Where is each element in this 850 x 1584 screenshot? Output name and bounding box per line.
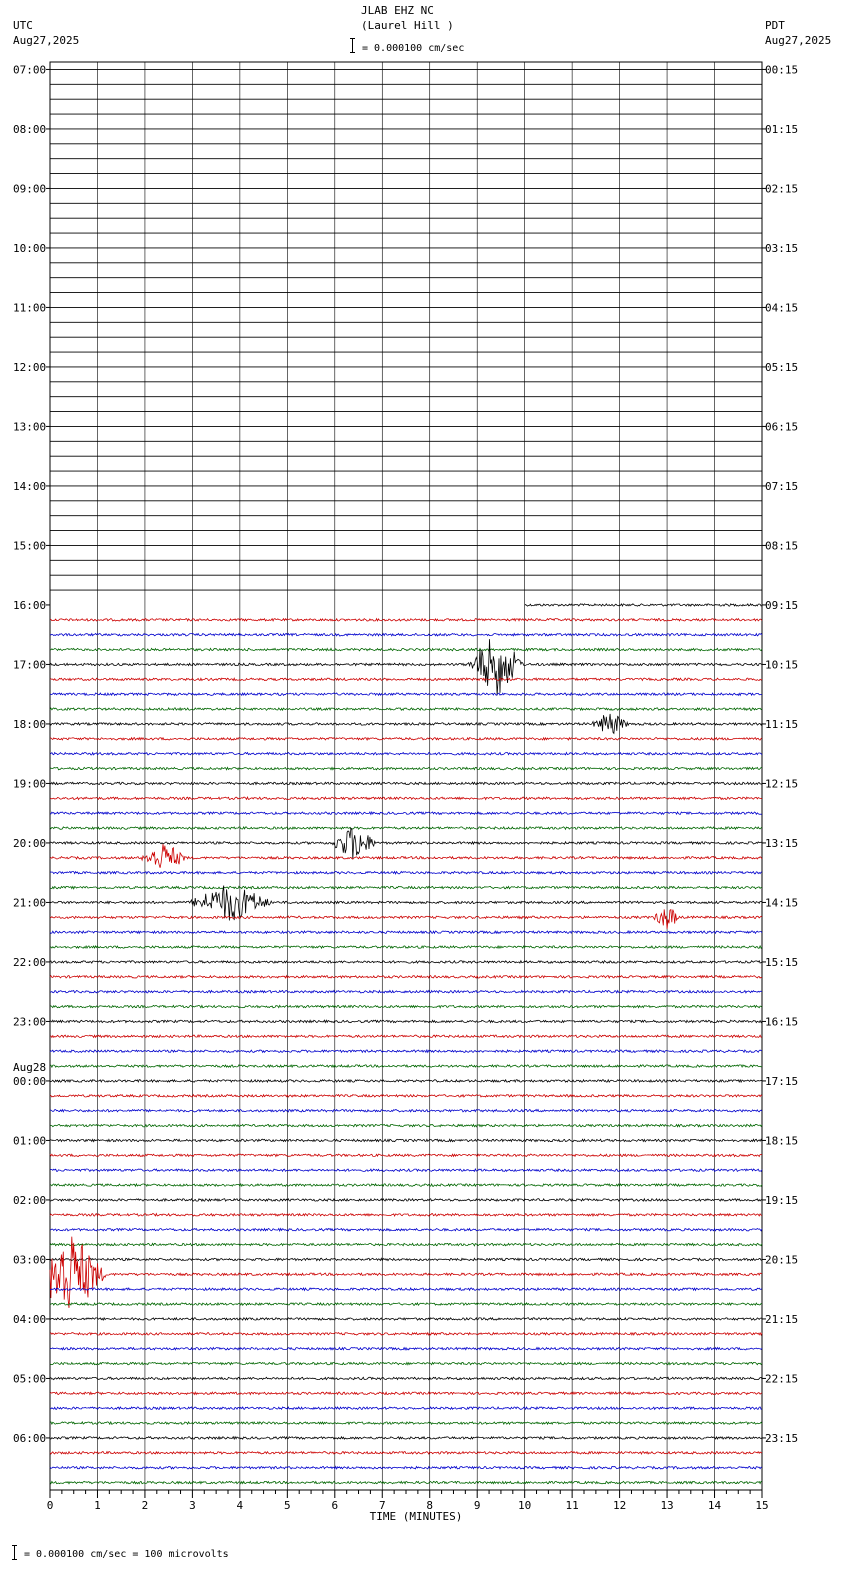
- x-tick-label: 10: [518, 1499, 532, 1512]
- utc-hour-label: 14:00: [13, 479, 47, 493]
- seismic-trace: [50, 946, 762, 948]
- utc-hour-label: 17:00: [13, 658, 47, 672]
- utc-hour-label: 00:00: [13, 1074, 47, 1088]
- utc-hour-label: 18:00: [13, 717, 47, 731]
- seismic-trace: [50, 1169, 762, 1171]
- seismic-trace: [50, 961, 762, 963]
- seismic-trace: [50, 976, 762, 978]
- utc-hour-label: 15:00: [13, 539, 47, 553]
- seismic-trace: [50, 1377, 762, 1379]
- utc-hour-label: 19:00: [13, 777, 47, 791]
- seismic-trace: [50, 1348, 762, 1350]
- pdt-hour-label: 12:15: [765, 777, 799, 791]
- seismic-trace: [50, 738, 762, 740]
- seismic-trace: [50, 648, 762, 650]
- seismic-trace: [50, 991, 762, 993]
- pdt-hour-label: 11:15: [765, 717, 799, 731]
- station-location: (Laurel Hill ): [361, 19, 454, 32]
- utc-hour-label: 09:00: [13, 182, 47, 196]
- seismic-trace: [50, 1199, 762, 1201]
- x-tick-label: 7: [378, 1499, 386, 1512]
- seismic-trace: [50, 753, 762, 755]
- date-change-label: Aug28: [13, 1060, 47, 1074]
- x-tick-label: 9: [473, 1499, 481, 1512]
- seismic-trace: [50, 886, 762, 888]
- seismic-trace: [50, 1095, 762, 1097]
- pdt-hour-label: 22:15: [765, 1372, 799, 1386]
- seismic-trace: [50, 1020, 762, 1022]
- footer-scale-bar-icon: [12, 1545, 17, 1560]
- seismic-trace: [50, 1437, 762, 1439]
- pdt-hour-label: 02:15: [765, 182, 799, 196]
- seismic-trace: [50, 693, 762, 695]
- seismic-trace: [50, 708, 762, 710]
- pdt-hour-label: 01:15: [765, 122, 799, 136]
- pdt-hour-label: 15:15: [765, 955, 799, 969]
- seismic-trace: [50, 1452, 762, 1454]
- x-tick-label: 14: [707, 1499, 722, 1512]
- seismic-trace: [50, 767, 762, 769]
- seismic-trace: [50, 797, 762, 799]
- seismic-trace: [50, 1481, 762, 1483]
- pdt-hour-label: 09:15: [765, 598, 799, 612]
- utc-hour-label: 04:00: [13, 1312, 47, 1326]
- pdt-hour-label: 13:15: [765, 836, 799, 850]
- pdt-hour-label: 05:15: [765, 360, 799, 374]
- seismic-trace: [50, 639, 762, 695]
- seismic-trace: [50, 812, 762, 814]
- x-tick-label: 2: [141, 1499, 149, 1512]
- seismic-trace: [50, 1080, 762, 1082]
- utc-hour-label: 01:00: [13, 1134, 47, 1148]
- seismic-trace: [50, 634, 762, 636]
- seismic-trace: [50, 1184, 762, 1186]
- seismic-trace: [50, 1243, 762, 1245]
- utc-hour-label: 16:00: [13, 598, 47, 612]
- scale-label: = 0.000100 cm/sec: [362, 43, 465, 54]
- seismic-trace: [50, 1229, 762, 1231]
- seismic-trace: [50, 931, 762, 933]
- seismic-trace: [50, 1154, 762, 1156]
- seismic-trace: [50, 1407, 762, 1409]
- utc-hour-label: 10:00: [13, 241, 47, 255]
- seismic-trace: [50, 909, 762, 928]
- pdt-hour-label: 04:15: [765, 301, 799, 315]
- left-timezone: UTC: [13, 19, 33, 32]
- seismic-trace: [50, 1303, 762, 1305]
- seismic-trace: [50, 619, 762, 621]
- seismic-trace: [50, 828, 762, 859]
- pdt-hour-label: 07:15: [765, 479, 799, 493]
- pdt-hour-label: 18:15: [765, 1134, 799, 1148]
- seismic-trace: [50, 1050, 762, 1052]
- utc-hour-label: 11:00: [13, 301, 47, 315]
- seismic-trace: [50, 1422, 762, 1424]
- utc-hour-label: 06:00: [13, 1431, 47, 1445]
- pdt-hour-label: 08:15: [765, 539, 799, 553]
- seismic-trace: [50, 782, 762, 784]
- plot-frame: [50, 62, 762, 1490]
- utc-hour-label: 21:00: [13, 896, 47, 910]
- seismic-trace: [50, 1362, 762, 1364]
- pdt-hour-label: 20:15: [765, 1253, 799, 1267]
- pdt-hour-label: 17:15: [765, 1074, 799, 1088]
- x-tick-label: 5: [284, 1499, 291, 1512]
- pdt-hour-label: 16:15: [765, 1015, 799, 1029]
- seismic-trace: [50, 678, 762, 680]
- pdt-hour-label: 10:15: [765, 658, 799, 672]
- utc-hour-label: 05:00: [13, 1372, 47, 1386]
- seismic-trace: [50, 1035, 762, 1037]
- x-tick-label: 4: [236, 1499, 244, 1512]
- right-date: Aug27,2025: [765, 34, 832, 47]
- utc-hour-label: 23:00: [13, 1015, 47, 1029]
- utc-hour-label: 07:00: [13, 63, 47, 77]
- utc-hour-label: 02:00: [13, 1193, 47, 1207]
- pdt-hour-label: 19:15: [765, 1193, 799, 1207]
- x-tick-label: 12: [612, 1499, 627, 1512]
- left-date: Aug27,2025: [13, 34, 80, 47]
- utc-hour-label: 22:00: [13, 955, 47, 969]
- seismic-trace: [50, 844, 762, 868]
- station-title: JLAB EHZ NC: [361, 4, 434, 17]
- x-tick-label: 13: [660, 1499, 674, 1512]
- seismic-trace: [50, 1258, 762, 1260]
- footer-scale-label: = 0.000100 cm/sec = 100 microvolts: [24, 1549, 229, 1560]
- x-tick-label: 11: [565, 1499, 579, 1512]
- x-tick-label: 15: [755, 1499, 769, 1512]
- utc-hour-label: 08:00: [13, 122, 47, 136]
- seismic-trace: [50, 827, 762, 829]
- seismic-trace: [50, 1288, 762, 1290]
- seismic-trace: [50, 872, 762, 874]
- pdt-hour-label: 00:15: [765, 63, 799, 77]
- seismic-trace: [50, 1124, 762, 1126]
- pdt-hour-label: 21:15: [765, 1312, 799, 1326]
- seismic-trace: [50, 1318, 762, 1320]
- right-timezone: PDT: [765, 19, 785, 32]
- x-tick-label: 6: [331, 1499, 339, 1512]
- seismic-trace: [50, 1237, 762, 1308]
- pdt-hour-label: 03:15: [765, 241, 799, 255]
- pdt-hour-label: 14:15: [765, 896, 799, 910]
- utc-hour-label: 03:00: [13, 1253, 47, 1267]
- seismic-trace: [50, 1392, 762, 1394]
- seismic-trace: [50, 1005, 762, 1007]
- x-tick-label: 0: [46, 1499, 54, 1512]
- x-tick-label: 1: [94, 1499, 101, 1512]
- utc-hour-label: 20:00: [13, 836, 47, 850]
- seismic-trace: [50, 1467, 762, 1469]
- utc-hour-label: 13:00: [13, 420, 47, 434]
- seismic-trace: [50, 1065, 762, 1067]
- seismic-trace: [50, 714, 762, 734]
- seismic-trace: [525, 604, 762, 606]
- x-tick-label: 3: [189, 1499, 196, 1512]
- seismic-trace: [50, 1139, 762, 1141]
- utc-hour-label: 12:00: [13, 360, 47, 374]
- seismic-trace: [50, 1110, 762, 1112]
- pdt-hour-label: 23:15: [765, 1431, 799, 1445]
- seismic-trace: [50, 1333, 762, 1335]
- seismic-trace: [50, 1214, 762, 1216]
- pdt-hour-label: 06:15: [765, 420, 799, 434]
- x-axis-label: TIME (MINUTES): [369, 1510, 463, 1523]
- x-tick-label: 8: [426, 1499, 434, 1512]
